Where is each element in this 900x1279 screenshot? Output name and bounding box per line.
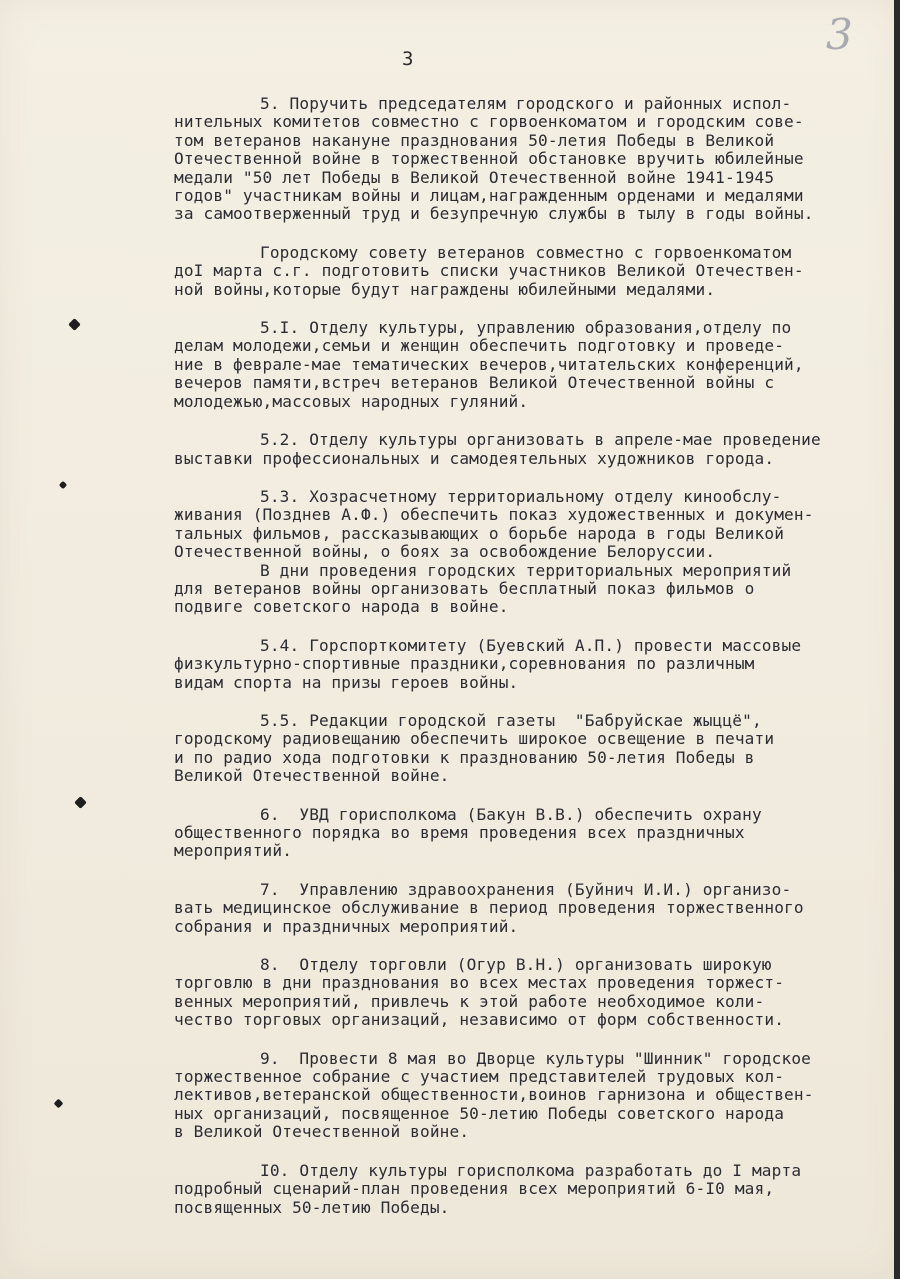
text-line: видам спорта на призы героев войны. <box>174 672 519 692</box>
paragraph-gap <box>174 1142 894 1162</box>
paragraph-gap <box>174 861 894 881</box>
paragraph-gap <box>174 1030 894 1050</box>
paragraph <box>174 1050 894 1142</box>
paragraph <box>174 319 894 411</box>
text-line: медали "50 лет Победы в Великой Отечественной войне 1941-1945 <box>174 167 775 187</box>
punch-hole-mark <box>54 1099 64 1109</box>
text-line: торговлю в дни празднования во всех местах проведения торжест- <box>174 973 785 993</box>
paragraph <box>174 562 894 617</box>
text-line: посвященных 50-летию Победы. <box>174 1197 450 1217</box>
text-line: лективов,ветеранской общественности,воинов гарнизона и обществен- <box>174 1085 814 1105</box>
text-line: Отечественной войне в торжественной обстановке вручить юбилейные <box>174 149 804 169</box>
paragraph <box>174 488 894 562</box>
text-line: городскому радиовещанию обеспечить широкое освещение в печати <box>174 729 775 749</box>
document-body <box>174 95 894 1217</box>
paragraph-gap <box>174 617 894 637</box>
text-line: I0. Отделу культуры горисполкома разработать до I марта <box>260 1160 802 1180</box>
text-line: физкультурно-спортивные праздники,соревнования по различным <box>174 654 755 674</box>
text-line: мероприятий. <box>174 841 293 861</box>
paragraph <box>174 431 894 468</box>
text-line: чество торговых организаций, независимо от форм собственности. <box>174 1010 785 1030</box>
paragraph <box>174 244 894 299</box>
text-line: годов" участникам войны и лицам,награжденным орденами и медалями <box>174 186 804 206</box>
text-line: вечеров памяти,встреч ветеранов Великой Отечественной войны с <box>174 373 775 393</box>
text-line: тальных фильмов, рассказывающих о борьбе народа в годы Великой <box>174 523 785 543</box>
punch-hole-mark <box>68 318 81 331</box>
paragraph <box>174 95 894 224</box>
paragraph <box>174 637 894 692</box>
text-line: выставки профессиональных и самодеятельных художников города. <box>174 448 775 468</box>
text-line: венных мероприятий, привлечь к этой работе необходимое коли- <box>174 991 765 1011</box>
text-line: 9. Провести 8 мая во Дворце культуры "Шинник" городское <box>260 1048 811 1068</box>
text-line: подробный сценарий-план проведения всех мероприятий 6-I0 мая, <box>174 1179 775 1199</box>
text-line: за самоотверженный труд и безупречную службы в тылу в годы войны. <box>174 204 814 224</box>
text-line: нительных комитетов совместно с горвоенкоматом и городским сове- <box>174 112 804 132</box>
scan-edge <box>894 0 900 1279</box>
paragraph <box>174 1162 894 1217</box>
text-line: том ветеранов накануне празднования 50-летия Победы в Великой <box>174 130 775 150</box>
paragraph <box>174 956 894 1030</box>
text-line: торжественное собрание с участием представителей трудовых кол- <box>174 1067 785 1087</box>
text-line: 5.I. Отделу культуры, управлению образования,отделу по <box>260 318 792 338</box>
text-line: живания (Позднев А.Ф.) обеспечить показ художественных и докумен- <box>174 505 814 525</box>
punch-hole-mark <box>74 796 87 809</box>
text-line: в Великой Отечественной войне. <box>174 1122 470 1142</box>
text-line: собрания и праздничных мероприятий. <box>174 916 519 936</box>
text-line: вать медицинское обслуживание в период проведения торжественного <box>174 898 804 918</box>
paragraph-gap <box>174 786 894 806</box>
paragraph-gap <box>174 692 894 712</box>
text-line: 6. УВД горисполкома (Бакун В.В.) обеспечить охрану <box>260 804 762 824</box>
paragraph-gap <box>174 468 894 488</box>
text-line: ных организаций, посвященное 50-летию Победы советского народа <box>174 1103 785 1123</box>
text-line: 5. Поручить председателям городского и районных испол- <box>260 94 792 113</box>
text-line: доI марта с.г. подготовить списки участников Великой Отечествен- <box>174 261 804 281</box>
page-number: 3 <box>402 48 414 70</box>
text-line: делам молодежи,семьи и женщин обеспечить подготовку и проведе- <box>174 336 785 356</box>
paragraph-gap <box>174 299 894 319</box>
text-line: 5.2. Отделу культуры организовать в апреле-мае проведение <box>260 430 821 450</box>
handwritten-page-number: 3 <box>826 10 853 59</box>
paragraph-gap <box>174 224 894 244</box>
paragraph <box>174 806 894 861</box>
text-line: подвиге советского народа в войне. <box>174 597 509 617</box>
text-line: В дни проведения городских территориальных мероприятий <box>260 560 792 580</box>
paragraph-gap <box>174 411 894 431</box>
paragraph <box>174 881 894 936</box>
text-line: для ветеранов войны организовать бесплатный показ фильмов о <box>174 578 755 598</box>
text-line: общественного порядка во время проведения всех праздничных <box>174 823 745 842</box>
text-line: ной войны,которые будут награждены юбилейными медалями. <box>174 279 716 299</box>
text-line: 5.4. Горспорткомитету (Буевский А.П.) провести массовые <box>260 635 802 655</box>
punch-hole-mark <box>59 481 67 489</box>
text-line: и по радио хода подготовки к празднованию 50-летия Победы в <box>174 747 755 767</box>
text-line: 7. Управлению здравоохранения (Буйнич И.И.) организо- <box>260 879 792 899</box>
text-line: 5.5. Редакции городской газеты "Бабруйскае жыццё", <box>260 710 762 730</box>
text-line: ние в феврале-мае тематических вечеров,читательских конференций, <box>174 354 804 374</box>
paragraph <box>174 712 894 786</box>
text-line: Отечественной войны, о боях за освобождение Белоруссии. <box>174 542 716 562</box>
paragraph-gap <box>174 936 894 956</box>
text-line: 8. Отделу торговли (Огур В.Н.) организовать широкую <box>260 955 772 975</box>
text-line: Городскому совету ветеранов совместно с горвоенкоматом <box>260 242 792 262</box>
text-line: молодежью,массовых народных гуляний. <box>174 391 529 411</box>
text-line: 5.3. Хозрасчетному территориальному отделу кинообслу- <box>260 486 782 506</box>
text-line: Великой Отечественной войне. <box>174 766 450 786</box>
